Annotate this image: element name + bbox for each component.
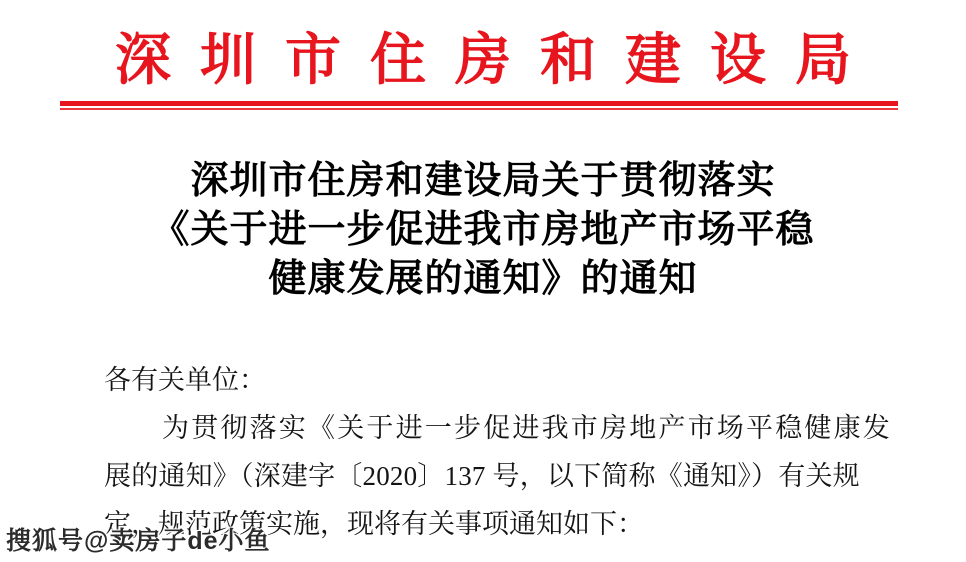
paragraph-line: 定，规范政策实施，现将有关事项通知如下： <box>104 509 644 539</box>
divider-thin-rule <box>60 108 898 110</box>
paragraph-line: 为贯彻落实《关于进一步促进我市房地产市场平稳健康发 <box>162 413 892 443</box>
document-title-line-3: 健康发展的通知》的通知 <box>268 258 698 300</box>
document-title-line-1: 深圳市住房和建设局关于贯彻落实 <box>190 160 776 202</box>
salutation: 各有关单位： <box>104 365 266 395</box>
document-title <box>0 157 966 304</box>
divider-thick-rule <box>60 101 898 106</box>
paragraph-line: 展的通知》（深建字〔2020〕137 号，以下简称《通知》）有关规 <box>104 461 860 491</box>
document-title-line-2: 《关于进一步促进我市房地产市场平稳 <box>151 209 815 251</box>
letterhead-divider <box>60 101 898 110</box>
watermark-sohu: 搜狐号@卖房子de小鱼 <box>6 527 271 555</box>
document-body <box>104 356 926 548</box>
letterhead-agency-name: 深圳市住房和建设局 <box>115 30 880 92</box>
